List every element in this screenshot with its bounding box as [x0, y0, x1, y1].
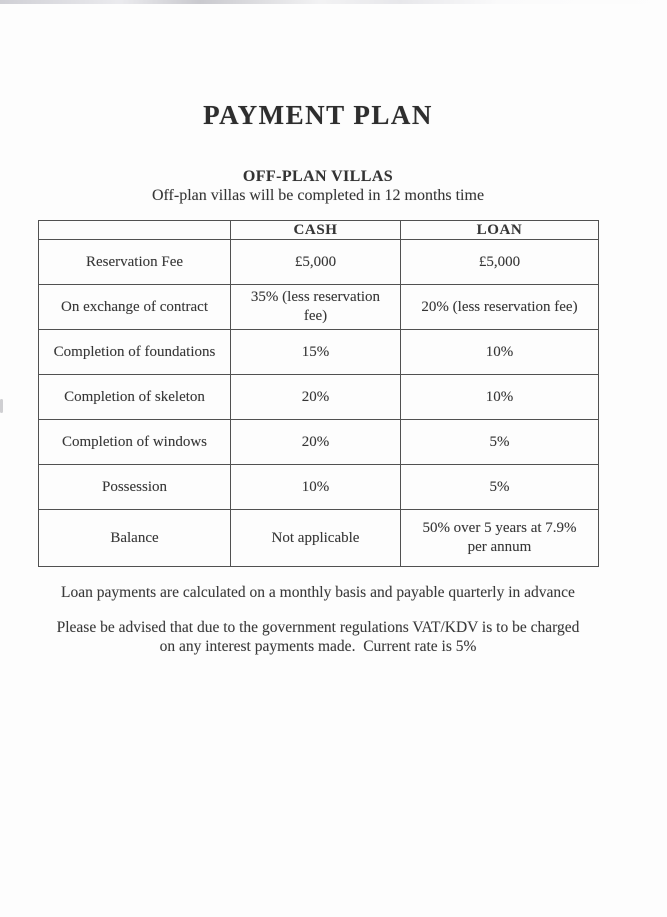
loan-payment-note: Loan payments are calculated on a monthly basis and payable quarterly in advance	[61, 584, 575, 601]
loan-cell: 10%	[401, 375, 599, 420]
loan-cell: 50% over 5 years at 7.9% per annum	[401, 510, 599, 567]
row-label-cell: Possession	[39, 465, 231, 510]
cash-cell: 35% (less reservation fee)	[231, 285, 401, 330]
table-row	[39, 240, 599, 285]
payment-plan-table	[38, 220, 599, 567]
loan-cell: £5,000	[401, 240, 599, 285]
row-label-cell: Completion of windows	[39, 420, 231, 465]
table-row	[39, 330, 599, 375]
table-header-row	[39, 221, 599, 240]
loan-cell: 10%	[401, 330, 599, 375]
cash-cell: £5,000	[231, 240, 401, 285]
loan-cell: 5%	[401, 465, 599, 510]
vat-note	[38, 618, 598, 656]
vat-note-line-1: Please be advised that due to the government regulations VAT/KDV is to be charged	[56, 619, 580, 636]
table-row	[39, 510, 599, 567]
cash-cell: 10%	[231, 465, 401, 510]
row-label-cell: On exchange of contract	[39, 285, 231, 330]
row-label-cell: Completion of foundations	[39, 330, 231, 375]
row-label-cell: Completion of skeleton	[39, 375, 231, 420]
table-row	[39, 420, 599, 465]
section-subtitle: Off-plan villas will be completed in 12 months time	[151, 187, 485, 204]
loan-cell: 5%	[401, 420, 599, 465]
section-heading: OFF-PLAN VILLAS	[242, 168, 394, 185]
scan-artifact-left-smudge	[0, 399, 3, 413]
header-cell-empty	[39, 221, 231, 240]
header-cell-loan: LOAN	[401, 221, 599, 240]
vat-note-line-2: on any interest payments made. Current rate is 5%	[159, 638, 477, 655]
cash-cell: 20%	[231, 375, 401, 420]
row-label-cell: Balance	[39, 510, 231, 567]
loan-cell: 20% (less reservation fee)	[401, 285, 599, 330]
header-cell-cash: CASH	[231, 221, 401, 240]
cash-cell: 15%	[231, 330, 401, 375]
page-title: PAYMENT PLAN	[203, 100, 433, 130]
row-label-cell: Reservation Fee	[39, 240, 231, 285]
table-row	[39, 465, 599, 510]
table-row	[39, 375, 599, 420]
scan-artifact-top-streak	[0, 0, 667, 4]
cash-cell: Not applicable	[231, 510, 401, 567]
cash-cell: 20%	[231, 420, 401, 465]
table-row	[39, 285, 599, 330]
